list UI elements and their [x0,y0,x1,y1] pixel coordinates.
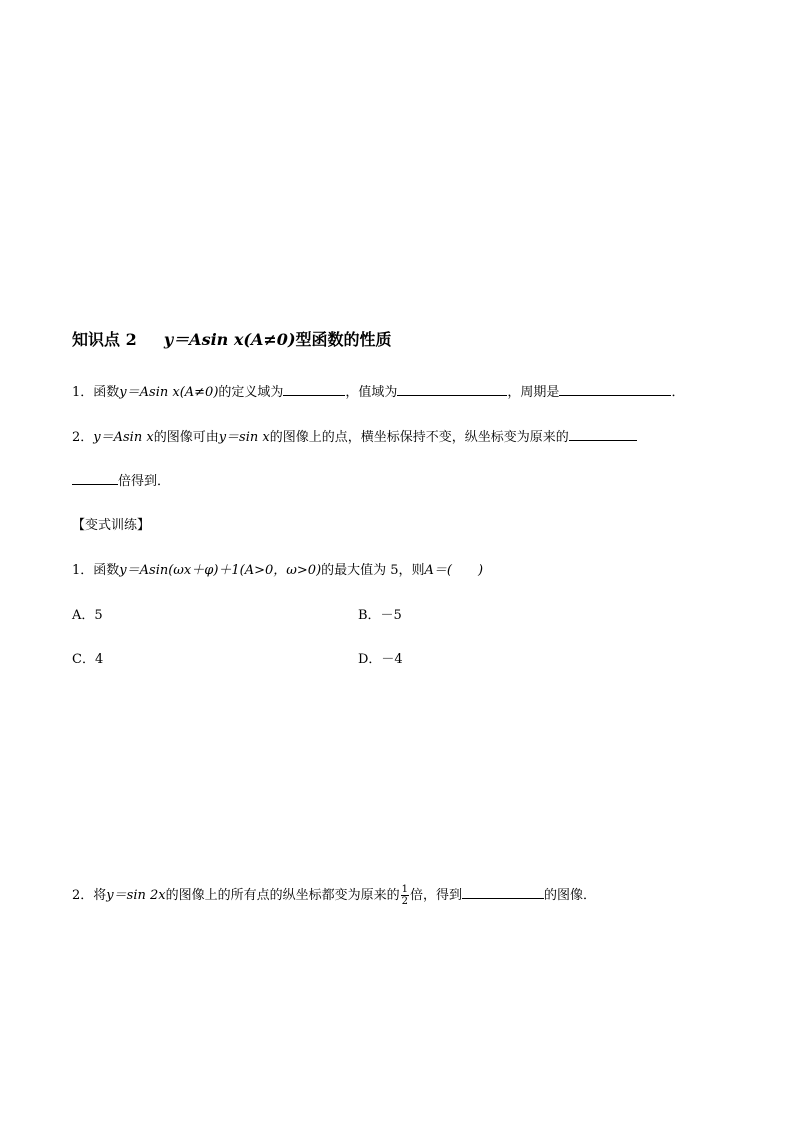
heading-suffix: 型函数的性质 [295,330,392,349]
question-formula: y＝Asin(ωx＋φ)＋1(A>0，ω>0) [119,563,322,578]
item-formula: y＝Asin x(A≠0) [119,385,219,400]
question-formula: y＝sin 2x [106,888,166,903]
question-text: 函数 [93,563,120,578]
item-text: ，周期是 [507,385,560,400]
fraction-denominator: 2 [401,896,408,907]
question-1 [72,563,483,579]
option-d[interactable]: D．－4 [358,652,403,667]
answer-blank-multiple-part1[interactable] [569,428,637,441]
section-heading [72,330,392,350]
answer-blank-result[interactable] [462,886,544,899]
question-text: 将 [93,888,107,903]
item-number: 2． [72,430,94,445]
item-text: 函数 [93,385,120,400]
fraction-one-half [401,884,409,907]
answer-blank-range[interactable] [397,383,507,396]
knowledge-item-2 [72,428,637,446]
question-text: 倍，得到 [409,888,462,903]
answer-blank-multiple-part2[interactable] [72,472,118,485]
question-answer-slot: A＝( ) [424,563,484,578]
knowledge-item-1 [72,383,684,401]
item-formula: y＝Asin x [93,430,154,445]
item-text: ，值域为 [345,385,398,400]
heading-label: 知识点 2 [72,330,137,349]
question-text: 的图像上的所有点的纵坐标都变为原来的 [165,888,400,903]
item-text: 倍得到． [118,474,171,489]
option-a[interactable]: A．5 [72,608,103,623]
item-number: 1． [72,385,94,400]
answer-blank-domain[interactable] [283,383,345,396]
option-c[interactable]: C．4 [72,652,104,667]
question-text: 的最大值为 5，则 [321,563,425,578]
option-b[interactable]: B．－5 [358,608,402,623]
question-text: 的图像． [543,888,596,903]
fraction-numerator: 1 [401,884,408,895]
answer-blank-period[interactable] [559,383,671,396]
question-2 [72,884,596,907]
question-number: 2． [72,888,94,903]
section-title: 【变式训练】 [72,518,151,533]
heading-formula: y＝Asin x(A≠0) [163,330,296,349]
question-number: 1． [72,563,94,578]
item-text: 的图像可由 [153,430,219,445]
item-text: ． [671,385,685,400]
knowledge-item-2-cont [72,472,170,490]
item-text: 的图像上的点，横坐标保持不变，纵坐标变为原来的 [269,430,569,445]
item-text: 的定义域为 [218,385,284,400]
item-formula: y＝sin x [218,430,270,445]
